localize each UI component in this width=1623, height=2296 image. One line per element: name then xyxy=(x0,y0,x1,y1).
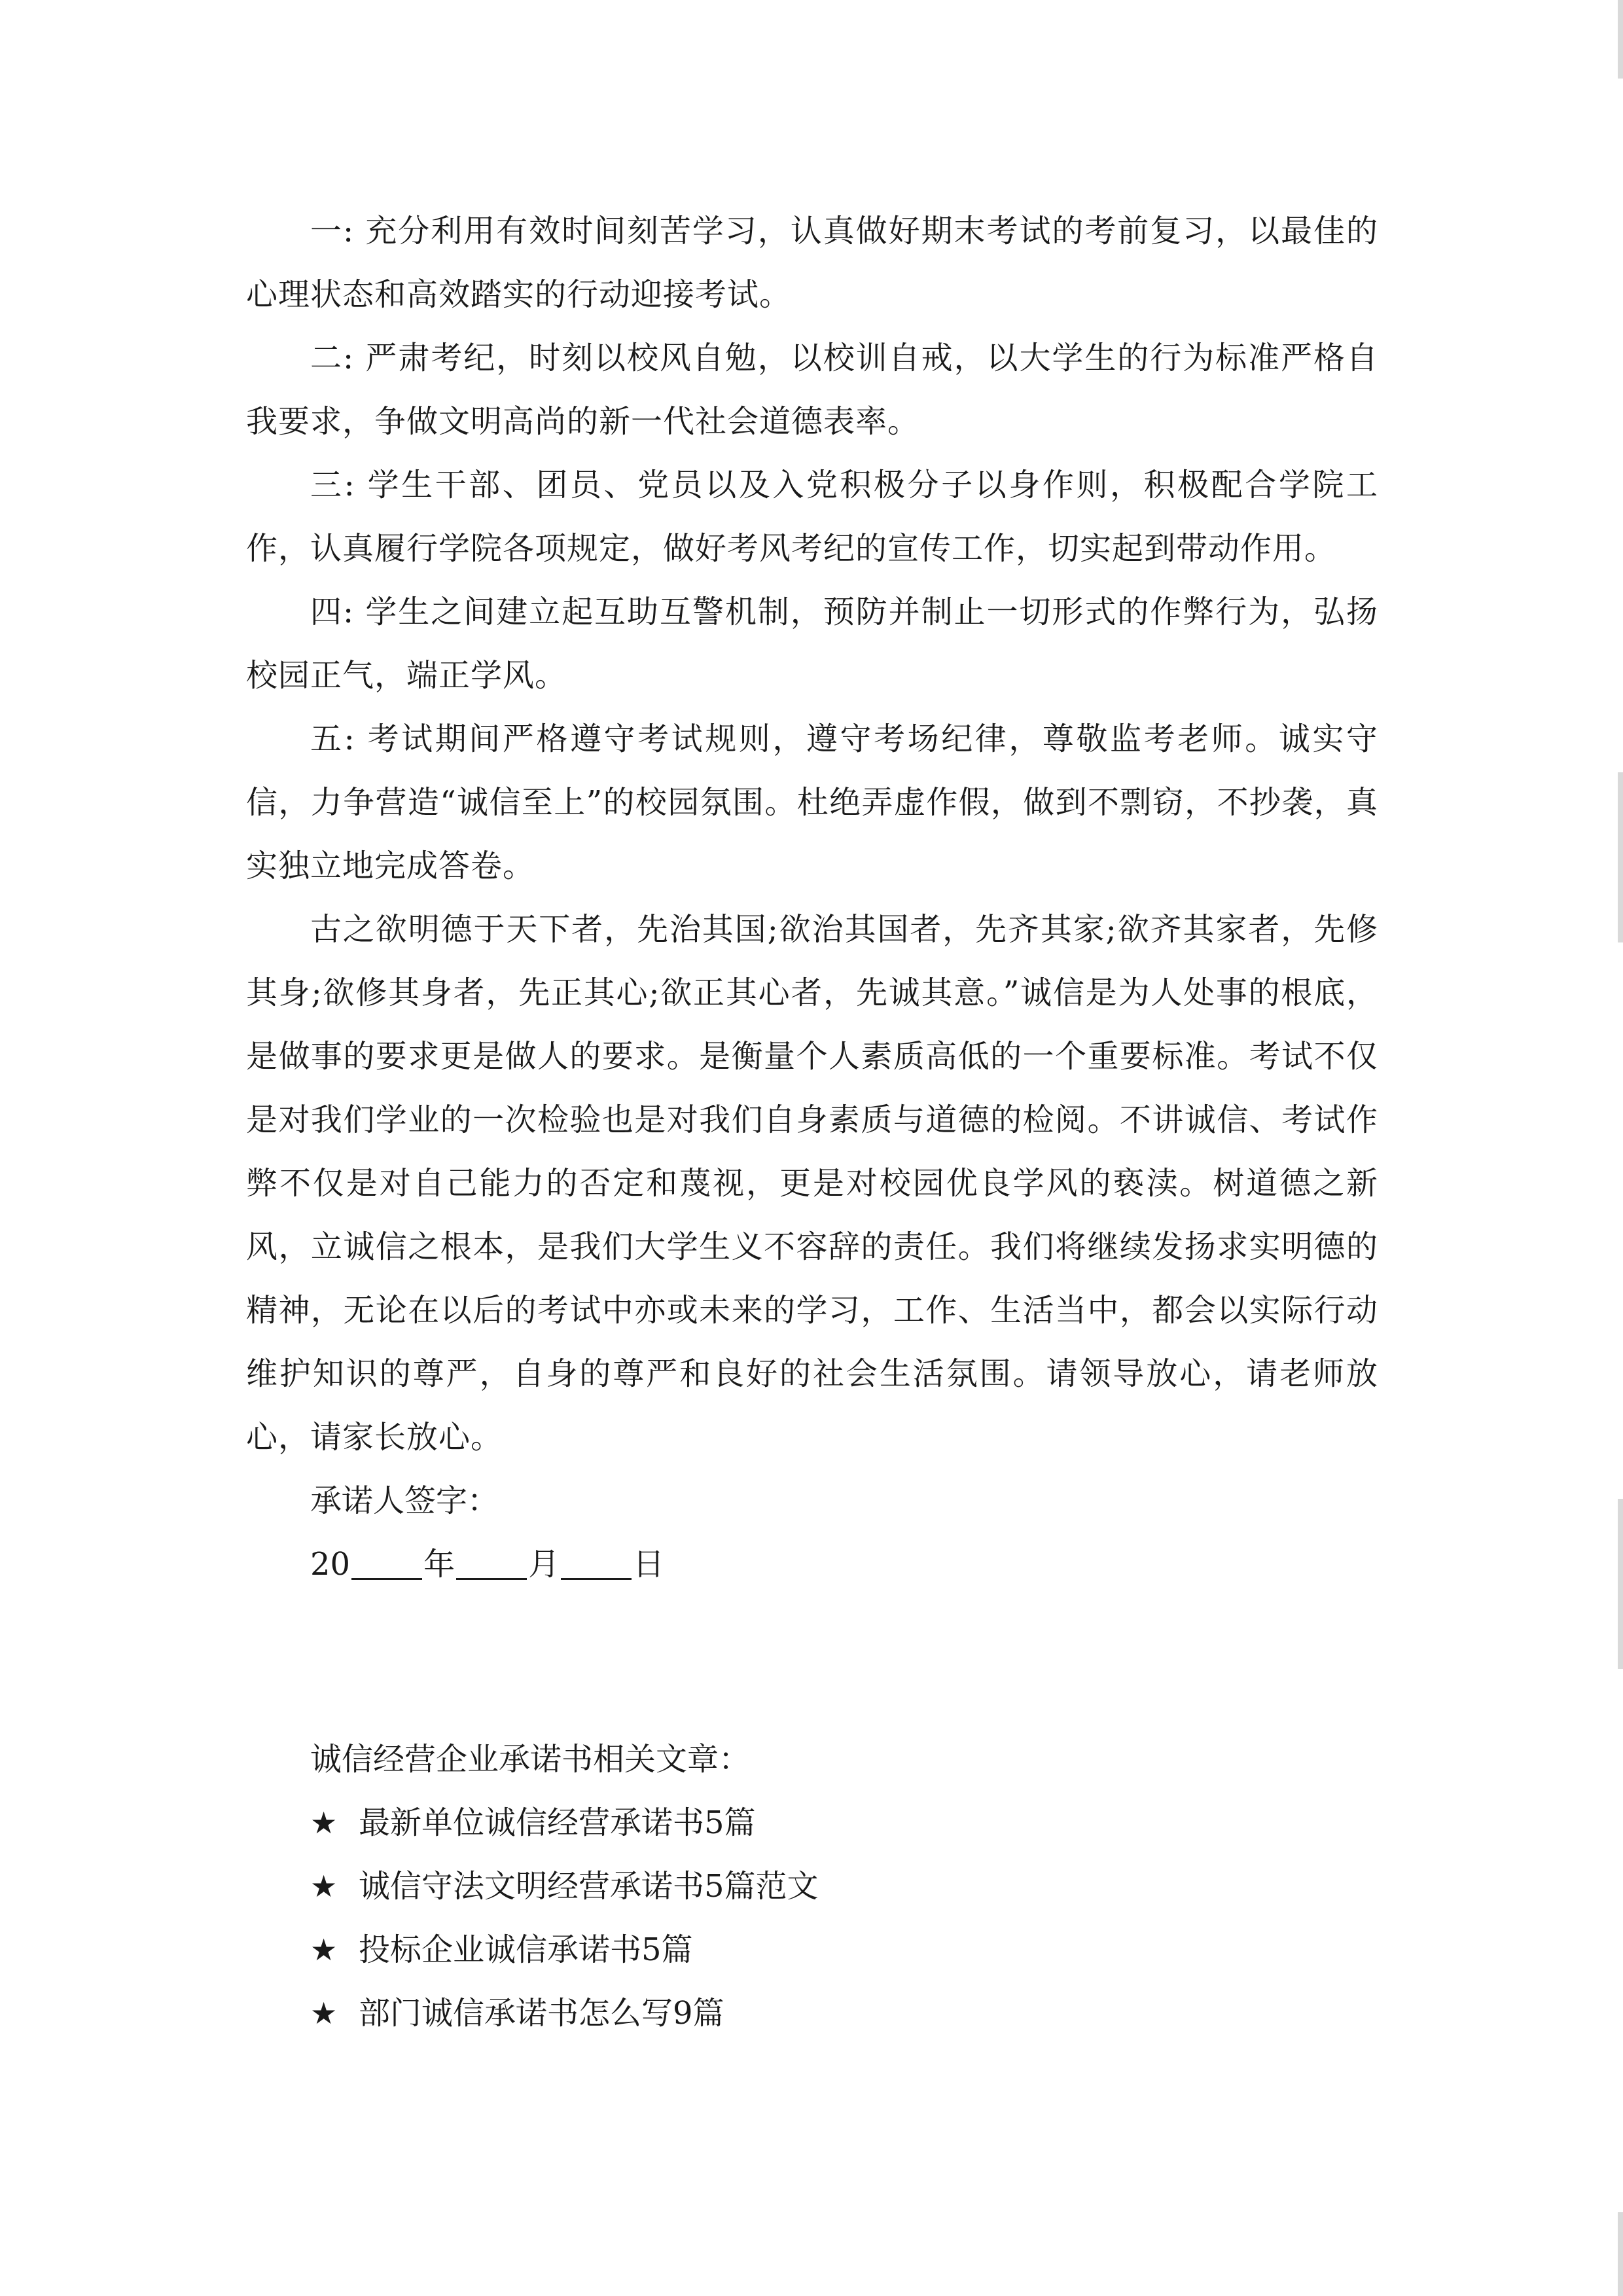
paragraph-2: 二: 严肃考纪，时刻以校风自勉，以校训自戒，以大学生的行为标准严格自我要求，争做文明高尚的新一代社会道德表率。 xyxy=(246,340,1378,440)
related-item[interactable] xyxy=(310,1918,1357,1982)
related-item-label[interactable]: 最新单位诚信经营承诺书5篇 xyxy=(359,1804,756,1841)
main-content xyxy=(246,200,1378,1596)
related-item[interactable] xyxy=(310,1791,1357,1855)
scan-edge-mark xyxy=(1618,2212,1623,2296)
related-item-label[interactable]: 投标企业诚信承诺书5篇 xyxy=(359,1931,693,1968)
paragraph-4: 四: 学生之间建立起互助互警机制，预防并制止一切形式的作弊行为，弘扬校园正气，端正学风。 xyxy=(246,594,1378,694)
star-icon: ★ xyxy=(310,1805,338,1840)
scan-edge-mark xyxy=(1618,0,1623,79)
related-title: 诚信经营企业承诺书相关文章： xyxy=(310,1741,751,1778)
year-blank xyxy=(351,1540,422,1580)
star-icon: ★ xyxy=(310,1996,338,2031)
signature-label: 承诺人签字： xyxy=(310,1482,499,1519)
scan-edge-mark xyxy=(1618,1499,1623,1669)
scan-edge-mark xyxy=(1618,772,1623,942)
day-blank xyxy=(561,1540,632,1580)
paragraph-1: 一: 充分利用有效时间刻苦学习，认真做好期末考试的考前复习，以最佳的心理状态和高效踏实的行动迎接考试。 xyxy=(246,213,1378,313)
related-item[interactable] xyxy=(310,1855,1357,1918)
paragraph-6: 古之欲明德于天下者，先治其国;欲治其国者，先齐其家;欲齐其家者，先修其身;欲修其身者，先正其心;欲正其心者，先诚其意。”诚信是为人处事的根底，是做事的要求更是做人的要求。是衡量个人素质高低的一个重要标准。考试不仅是对我们学业的一次检验也是对我们自身素质与道德的检阅。不讲诚信、考试作弊不仅是对自己能力的否定和蔑视，更是对校园优良学风的亵渎。树道德之新风，立诚信之根本，是我们大学生义不容辞的责任。我们将继续发扬求实明德的精神，无论在以后的考试中亦或未来的学习，工作、生活当中，都会以实际行动维护知识的尊严，自身的尊严和良好的社会生活氛围。请领导放心，请老师放心，请家长放心。 xyxy=(246,911,1378,1456)
paragraph-3: 三: 学生干部、团员、党员以及入党积极分子以身作则，积极配合学院工作，认真履行学院各项规定，做好考风考纪的宣传工作，切实起到带动作用。 xyxy=(246,467,1378,567)
date-prefix: 20 xyxy=(310,1546,351,1583)
month-blank xyxy=(456,1540,527,1580)
date-line xyxy=(246,1533,1378,1596)
star-icon: ★ xyxy=(310,1932,338,1967)
related-item-label[interactable]: 部门诚信承诺书怎么写9篇 xyxy=(359,1995,724,2032)
related-item[interactable] xyxy=(310,1982,1357,2045)
related-list xyxy=(310,1791,1357,2045)
paragraph-5: 五: 考试期间严格遵守考试规则，遵守考场纪律，尊敬监考老师。诚实守信，力争营造“诚信至上”的校园氛围。杜绝弄虚作假，做到不剽窃，不抄袭，真实独立地完成答卷。 xyxy=(246,721,1378,884)
star-icon: ★ xyxy=(310,1869,338,1904)
related-item-label[interactable]: 诚信守法文明经营承诺书5篇范文 xyxy=(359,1868,819,1905)
date-year: 年 xyxy=(423,1546,455,1583)
date-month: 月 xyxy=(528,1546,560,1583)
date-day: 日 xyxy=(633,1546,665,1583)
related-articles xyxy=(310,1728,1357,2045)
